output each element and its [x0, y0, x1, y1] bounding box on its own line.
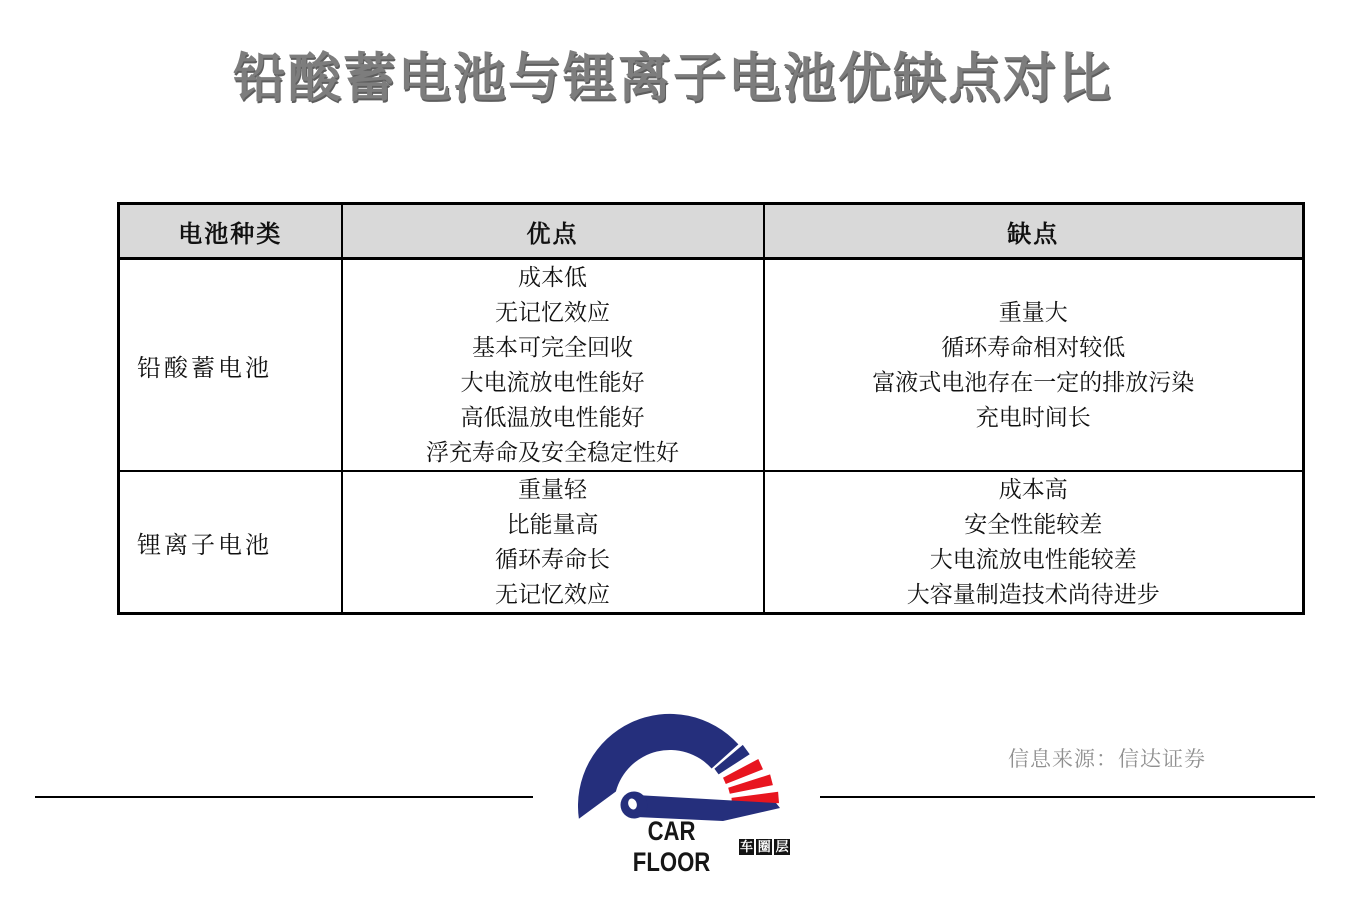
table-header-row	[119, 204, 1304, 259]
header-cell-disadvantages: 缺点	[764, 204, 1304, 259]
battery-type-cell: 锂离子电池	[119, 471, 342, 614]
cell-line: 大容量制造技术尚待进步	[906, 582, 1160, 607]
cell-line: 大电流放电性能较差	[929, 547, 1137, 572]
cell-line: 富液式电池存在一定的排放污染	[872, 370, 1195, 395]
cell-line: 成本低	[518, 265, 587, 290]
battery-comparison-table	[117, 202, 1305, 615]
table-row-lead-acid	[119, 259, 1304, 472]
cell-line: 大电流放电性能好	[460, 370, 645, 395]
cell-line: 安全性能较差	[964, 512, 1103, 537]
disadvantages-cell	[764, 471, 1304, 614]
cell-line: 循环寿命长	[495, 547, 610, 572]
cell-line: 成本高	[998, 477, 1068, 502]
header-cell-advantages: 优点	[342, 204, 764, 259]
header-cell-battery-type: 电池种类	[119, 204, 342, 259]
footer-rule-left	[35, 796, 533, 798]
logo-cn-char-box: 车	[739, 839, 753, 854]
cell-line: 无记忆效应	[495, 300, 610, 325]
cell-line: 浮充寿命及安全稳定性好	[426, 440, 679, 465]
cell-line: 基本可完全回收	[472, 335, 633, 360]
cell-line: 重量轻	[518, 477, 587, 502]
cell-line: 高低温放电性能好	[460, 405, 645, 430]
car-floor-logo	[578, 706, 790, 877]
cell-line: 无记忆效应	[495, 582, 610, 607]
speedometer-logo-icon	[578, 706, 790, 828]
cell-line: 比能量高	[506, 512, 599, 537]
logo-cn-char-box: 层	[775, 839, 789, 854]
logo-cn-char-box: 圈	[757, 839, 771, 854]
logo-text-en: CAR FLOOR	[632, 816, 711, 877]
battery-type-cell: 铅酸蓄电池	[119, 259, 342, 472]
cell-line: 充电时间长	[975, 405, 1091, 430]
cell-line: 重量大	[998, 300, 1068, 325]
advantages-cell	[342, 259, 764, 472]
advantages-cell	[342, 471, 764, 614]
disadvantages-cell	[764, 259, 1304, 472]
table-row-lithium-ion	[119, 471, 1304, 614]
page-title: 铅酸蓄电池与锂离子电池优缺点对比	[233, 49, 1113, 108]
source-note: 信息来源：信达证券	[1008, 748, 1206, 771]
footer-rule-right	[820, 796, 1315, 798]
logo-wordmark	[578, 816, 790, 877]
cell-line: 循环寿命相对较低	[941, 335, 1126, 360]
